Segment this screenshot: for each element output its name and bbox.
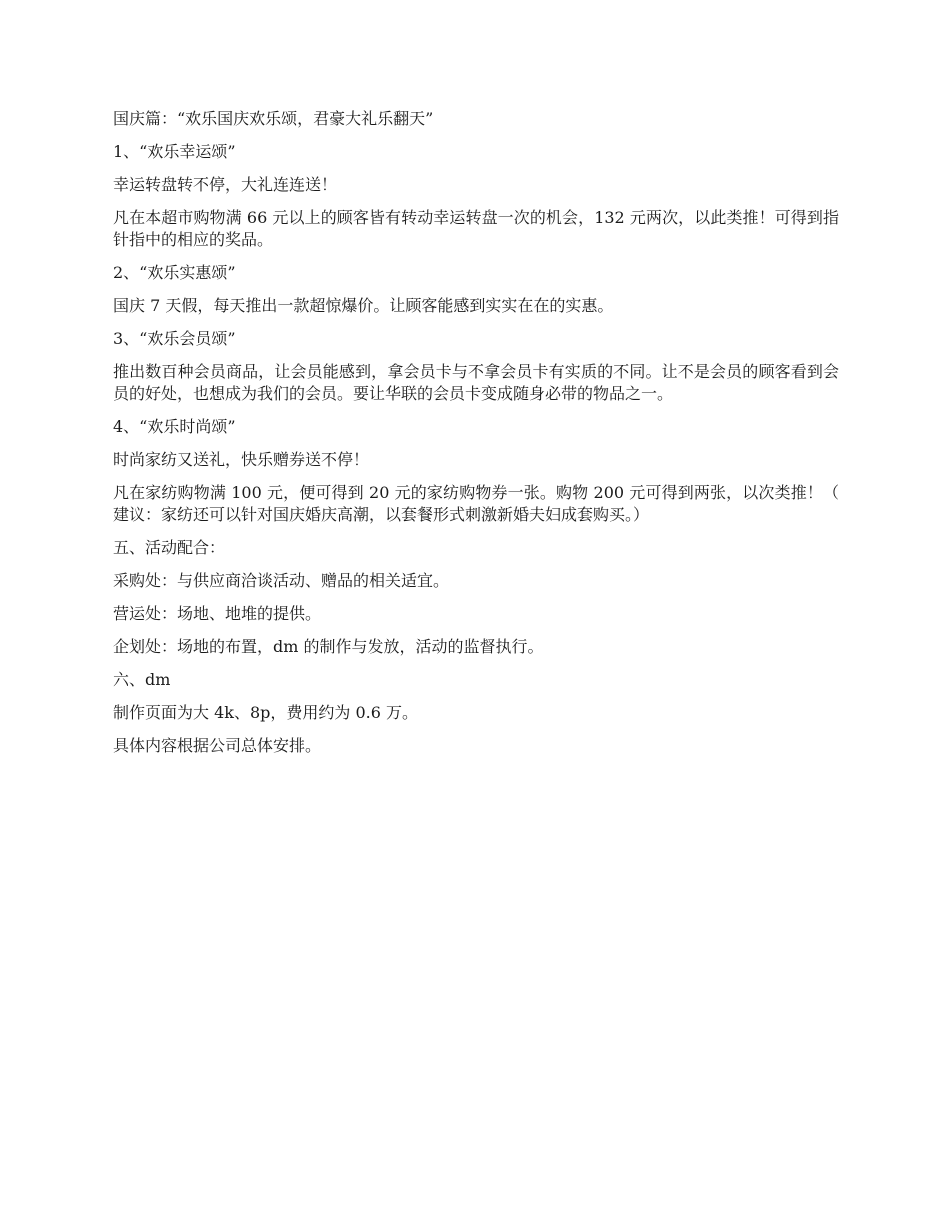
paragraph-planning: 企划处：场地的布置，dm 的制作与发放，活动的监督执行。 [113, 637, 544, 656]
paragraph-fashion-detail: 凡在家纺购物满 100 元，便可得到 20 元的家纺购物券一张。购物 200 元可得到两张，以次类推！（建议：家纺还可以针对国庆婚庆高潮，以套餐形式刺激新婚夫妇成套购买。） [113, 483, 839, 524]
item-heading-member: 3、“欢乐会员颂” [113, 329, 236, 348]
item-heading-fashion: 4、“欢乐时尚颂” [113, 417, 236, 436]
paragraph-member-detail: 推出数百种会员商品，让会员能感到，拿会员卡与不拿会员卡有实质的不同。让不是会员的顾客看到会员的好处，也想成为我们的会员。要让华联的会员卡变成随身必带的物品之一。 [113, 362, 839, 403]
paragraph-operations: 营运处：场地、地堆的提供。 [113, 604, 322, 623]
paragraph-fashion-slogan: 时尚家纺又送礼，快乐赠券送不停！ [113, 450, 370, 469]
paragraph-dm-cost: 制作页面为大 4k、8p，费用约为 0.6 万。 [113, 703, 419, 722]
section-heading-dm: 六、dm [113, 670, 171, 689]
paragraph-lucky-slogan: 幸运转盘转不停，大礼连连送！ [113, 175, 338, 194]
paragraph-lucky-detail: 凡在本超市购物满 66 元以上的顾客皆有转动幸运转盘一次的机会，132 元两次，以此类推！可得到指针指中的相应的奖品。 [113, 208, 839, 249]
section-heading-national-day: 国庆篇：“欢乐国庆欢乐颂，君豪大礼乐翻天” [113, 109, 434, 128]
paragraph-bargain-detail: 国庆 7 天假，每天推出一款超惊爆价。让顾客能感到实实在在的实惠。 [113, 296, 614, 315]
item-heading-lucky: 1、“欢乐幸运颂” [113, 142, 236, 161]
item-heading-bargain: 2、“欢乐实惠颂” [113, 263, 236, 282]
paragraph-dm-arrangement: 具体内容根据公司总体安排。 [113, 736, 322, 755]
paragraph-purchasing: 采购处：与供应商洽谈活动、赠品的相关适宜。 [113, 571, 450, 590]
section-heading-cooperation: 五、活动配合： [113, 538, 226, 557]
document-body [113, 108, 839, 768]
